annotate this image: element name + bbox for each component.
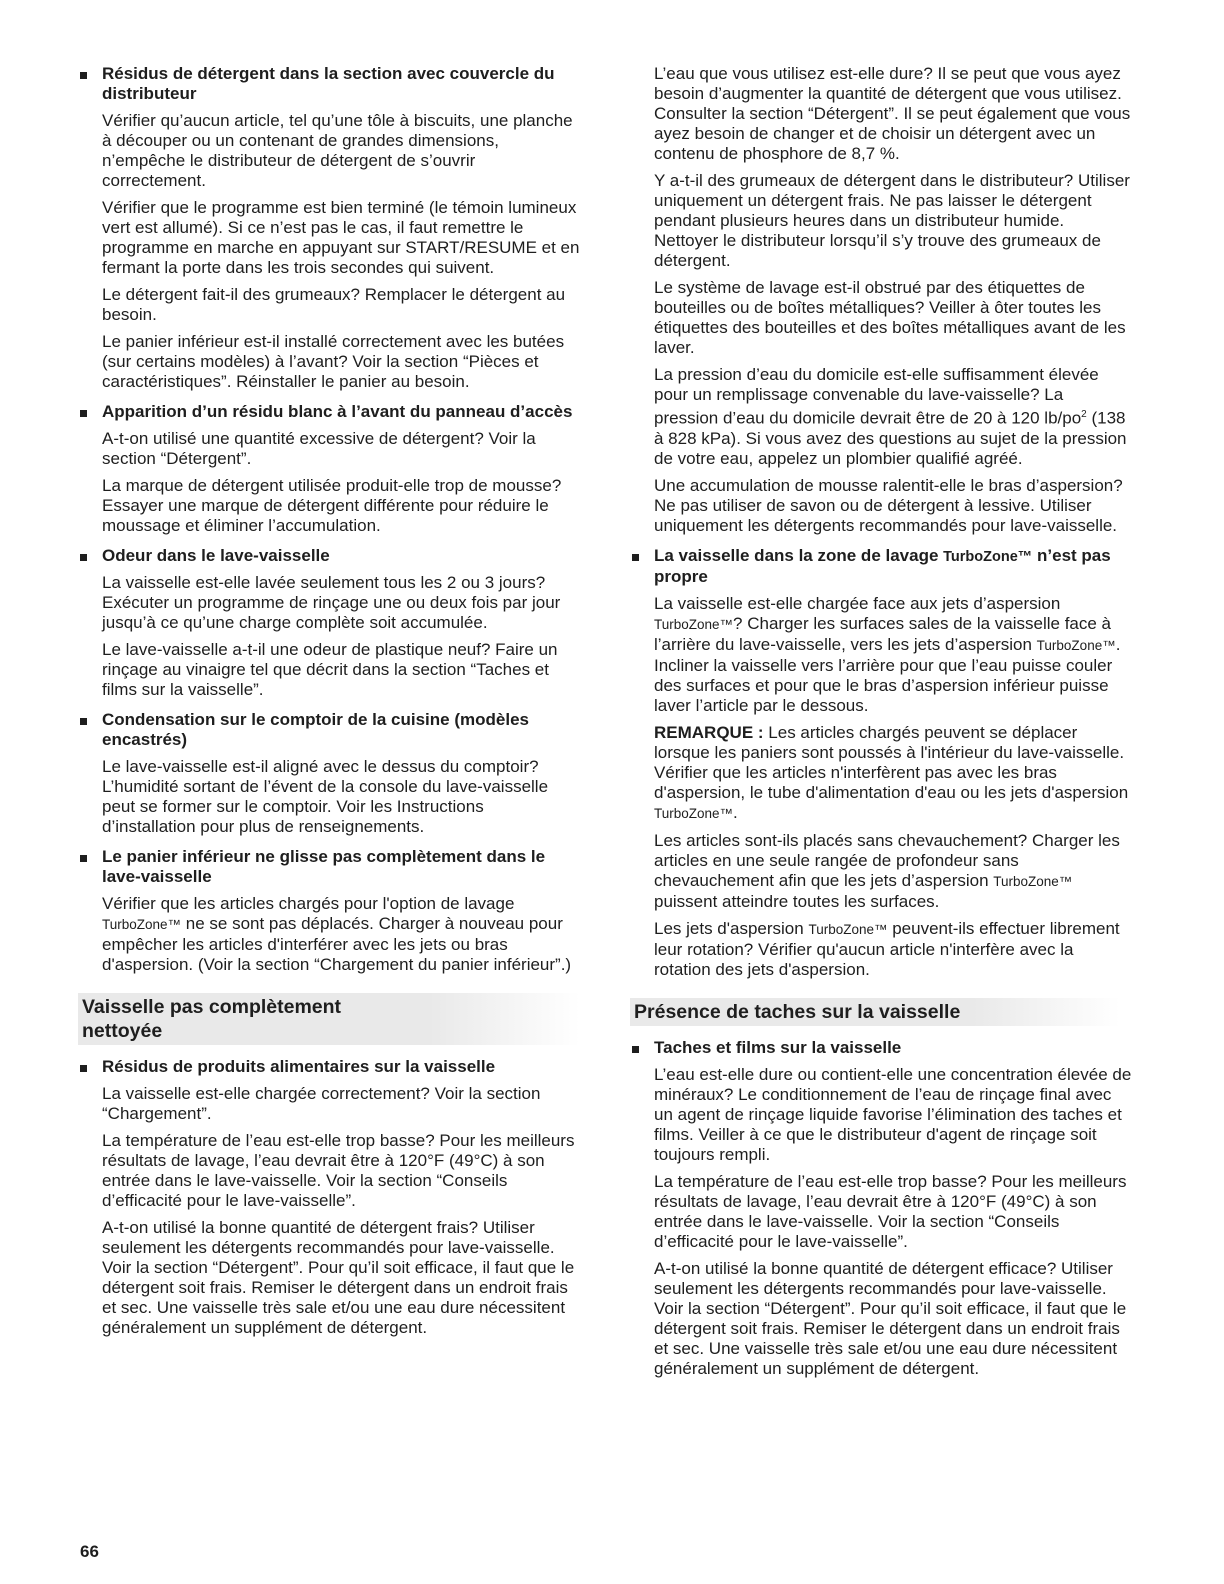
item-title: Résidus de produits alimentaires sur la vaisselle (102, 1057, 496, 1076)
text-run: puissent atteindre toutes les surfaces. (654, 891, 940, 911)
bullet-icon (80, 554, 87, 561)
paragraph (654, 831, 1132, 912)
note-label: REMARQUE : (654, 722, 764, 742)
list-item (632, 1038, 1132, 1058)
text-run: ne se sont pas déplacés. Charger à nouveau pour empêcher les articles d'interférer avec les jets ou bras d'aspersion. (Voir la section “Chargement du panier inférieur”.) (102, 914, 572, 974)
paragraph: A-t-on utilisé une quantité excessive de détergent? Voir la section “Détergent”. (102, 429, 536, 468)
bullet-icon (80, 718, 87, 725)
paragraph (102, 894, 580, 975)
paragraph: Le système de lavage est-il obstrué par des étiquettes de bouteilles ou de boîtes métalliques? Veiller à ôter toutes les étiquettes des bouteilles et des boîtes métalliques avant de les laver. (654, 278, 1126, 357)
item-title: Taches et films sur la vaisselle (654, 1037, 902, 1057)
paragraph (654, 365, 1132, 469)
page-number: 66 (80, 1542, 99, 1561)
text-run: (138 à 828 kPa). Si vous avez des questions au sujet de la pression de votre eau, appelez un plombier qualifié agréé. (654, 408, 1127, 468)
item-title (654, 546, 1132, 587)
paragraph: Vérifier que le programme est bien terminé (le témoin lumineux vert est allumé). Si ce n’est pas le cas, il faut remettre le programme en marche en appuyant sur START/RESUME et en fermant la porte dans les trois secondes qui suivent. (102, 198, 580, 277)
paragraph: Vérifier qu’aucun article, tel qu’une tôle à biscuits, une planche à découper ou un contenant de grandes dimensions, n’empêche le distributeur de détergent de s’ouvrir correctement. (102, 111, 573, 190)
paragraph: L’eau que vous utilisez est-elle dure? Il se peut que vous ayez besoin d’augmenter la quantité de détergent que vous utilisez. Consulter la section “Détergent”. Il se peut également que vous ayez besoin de changer et de choisir un détergent avec un contenu de phosphore de 8,7 %. (654, 64, 1131, 163)
right-column (632, 64, 1132, 1379)
text-run: peuvent-ils effectuer librement leur rotation? Vérifier qu'aucun article n'interfère avec la rotation des jets d'aspersion. (654, 918, 1120, 979)
paragraph: La marque de détergent utilisée produit-elle trop de mousse? Essayer une marque de détergent différente pour réduire le moussage et éliminer l’accumulation. (102, 476, 562, 535)
list-item (80, 710, 580, 750)
brand-name: TurboZone™ (993, 873, 1073, 889)
item-title: Odeur dans le lave-vaisselle (102, 546, 330, 565)
text-run: ? Charger les surfaces sales de la vaisselle face à l’arrière du lave-vaisselle, vers les jets d’aspersion (654, 613, 1112, 654)
paragraph: Y a-t-il des grumeaux de détergent dans le distributeur? Utiliser uniquement un détergent frais. Ne pas laisser le détergent pendant plusieurs heures dans un distributeur humide. Nettoyer le distributeur lorsqu’il s’y trouve des grumeaux de détergent. (654, 171, 1130, 270)
text-run: Les articles sont-ils placés sans chevauchement? Charger les articles en une seule rangée de profondeur sans chevauchement afin que les jets d’aspersion (654, 830, 1120, 890)
section-heading: Vaisselle pas complètement nettoyée (78, 993, 580, 1045)
brand-name: TurboZone™ (654, 616, 734, 632)
paragraph (654, 723, 1132, 824)
text-run: La vaisselle est-elle chargée face aux jets d’aspersion (654, 593, 1061, 613)
brand-name: TurboZone™ (1036, 637, 1116, 653)
paragraph: L’eau est-elle dure ou contient-elle une concentration élevée de minéraux? Le conditionnement de l’eau de rinçage final avec un agent de rinçage liquide favorise l’élimination des taches et films. Veiller à ce que le distributeur d'agent de rinçage soit toujours rempli. (654, 1064, 1132, 1164)
paragraph: A-t-on utilisé la bonne quantité de détergent efficace? Utiliser seulement les détergents recommandés pour lave-vaisselle. Voir la section “Détergent”. Pour qu’il soit efficace, il faut que le détergent soit frais. Remiser le détergent dans un endroit frais et sec. Une vaisselle très sale et/ou une eau dure nécessitent généralement un supplément de détergent. (654, 1258, 1127, 1378)
left-column (80, 64, 580, 1338)
item-title: Résidus de détergent dans la section avec couvercle du distributeur (102, 64, 555, 103)
list-item (80, 64, 580, 104)
paragraph: Le panier inférieur est-il installé correctement avec les butées (sur certains modèles) à l’avant? Voir la section “Pièces et caractéristiques”. Réinstaller le panier au besoin. (102, 332, 565, 391)
paragraph: Le lave-vaisselle a-t-il une odeur de plastique neuf? Faire un rinçage au vinaigre tel que décrit dans la section “Taches et films sur la vaisselle”. (102, 640, 558, 699)
item-title: Apparition d’un résidu blanc à l’avant du panneau d’accès (102, 402, 573, 421)
bullet-icon (632, 1046, 639, 1053)
paragraph: La vaisselle est-elle lavée seulement tous les 2 ou 3 jours? Exécuter un programme de rinçage une ou deux fois par jour jusqu’à ce qu’une charge complète soit accumulée. (102, 573, 561, 632)
brand-name: TurboZone™ (943, 548, 1033, 565)
paragraph (654, 594, 1132, 716)
bullet-icon (80, 410, 87, 417)
text-run: n’est pas propre (654, 545, 1111, 586)
list-item (80, 402, 580, 422)
text-run: La pression d’eau du domicile est-elle suffisamment élevée pour un remplissage convenable du lave-vaisselle? La pression d’eau du domicile devrait être de 20 à 120 lb/po (654, 365, 1099, 428)
brand-name: TurboZone™ (808, 921, 888, 937)
bullet-icon (80, 855, 87, 862)
brand-name: TurboZone™ (654, 805, 734, 821)
text-run: La vaisselle dans la zone de lavage (654, 545, 944, 565)
paragraph (654, 919, 1132, 980)
brand-name: TurboZone™ (102, 917, 182, 932)
paragraph: Le détergent fait-il des grumeaux? Remplacer le détergent au besoin. (102, 285, 566, 324)
list-item (632, 546, 1132, 587)
bullet-icon (80, 1065, 87, 1072)
paragraph: La vaisselle est-elle chargée correctement? Voir la section “Chargement”. (102, 1084, 541, 1123)
bullet-icon (80, 72, 87, 79)
superscript: 2 (1081, 409, 1087, 420)
text-run: Les articles chargés peuvent se déplacer lorsque les paniers sont poussés à l'intérieur du lave-vaisselle. Vérifier que les articles n'interfèrent pas avec les bras d'aspersion, le tube d'alimentation d'eau ou les jets d'aspersion (654, 722, 1129, 802)
paragraph: Une accumulation de mousse ralentit-elle le bras d’aspersion? Ne pas utiliser de savon ou de détergent à lessive. Utiliser uniquement les détergents recommandés pour lave-vaisselle. (654, 475, 1123, 535)
list-item (80, 847, 580, 887)
paragraph: Le lave-vaisselle est-il aligné avec le dessus du comptoir? L’humidité sortant de l’évent de la console du lave-vaisselle peut se former sur le comptoir. Voir les Instructions d’installation pour plus de renseignements. (102, 757, 549, 836)
list-item (80, 1057, 580, 1077)
section-heading: Présence de taches sur la vaisselle (630, 998, 1120, 1026)
text-run: Les jets d'aspersion (654, 918, 809, 938)
list-item (80, 546, 580, 566)
text-run: . Incliner la vaisselle vers l’arrière pour que l’eau puisse couler des surfaces et pour que le bras d’aspersion inférieur puisse laver l’article par le dessous. (654, 634, 1121, 715)
item-title: Le panier inférieur ne glisse pas complètement dans le lave-vaisselle (102, 847, 546, 886)
bullet-icon (632, 554, 639, 561)
paragraph: La température de l’eau est-elle trop basse? Pour les meilleurs résultats de lavage, l’eau devrait être à 120°F (49°C) à son entrée dans le lave-vaisselle. Voir la section “Conseils d’efficacité pour le lave-vaisselle”. (102, 1131, 575, 1210)
text-run: . (733, 802, 738, 822)
item-title: Condensation sur le comptoir de la cuisine (modèles encastrés) (102, 710, 529, 749)
paragraph: A-t-on utilisé la bonne quantité de détergent frais? Utiliser seulement les détergents recommandés pour lave-vaisselle. Voir la section “Détergent”. Pour qu’il soit efficace, il faut que le détergent soit frais. Remiser le détergent dans un endroit frais et sec. Une vaisselle très sale et/ou une eau dure nécessitent généralement un supplément de détergent. (102, 1218, 575, 1337)
paragraph: La température de l’eau est-elle trop basse? Pour les meilleurs résultats de lavage, l’eau devrait être à 120°F (49°C) à son entrée dans le lave-vaisselle. Voir la section “Conseils d’efficacité pour le lave-vaisselle”. (654, 1171, 1127, 1251)
text-run: Vérifier que les articles chargés pour l'option de lavage (102, 894, 515, 913)
